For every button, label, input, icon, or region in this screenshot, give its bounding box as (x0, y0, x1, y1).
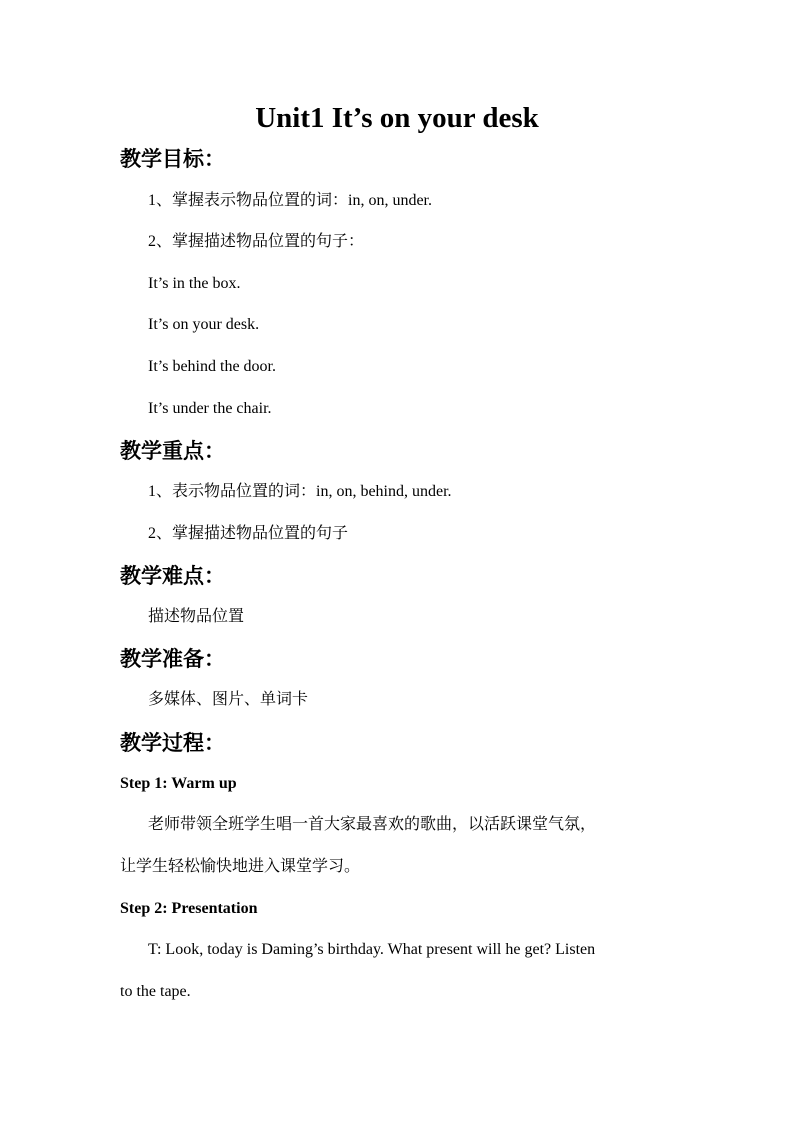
step-2-text-line: to the tape. (120, 983, 191, 1000)
goal-sentence: It’s behind the door. (148, 358, 276, 375)
goal-item: 2、掌握描述物品位置的句子： (148, 233, 365, 250)
section-heading-goals: 教学目标： (120, 147, 225, 171)
preparation-item: 多媒体、图片、单词卡 (148, 691, 309, 708)
step-1-text-line: 让学生轻松愉快地进入课堂学习。 (120, 858, 361, 875)
key-point-item: 1、表示物品位置的词：in, on, behind, under. (148, 483, 452, 500)
difficulty-item: 描述物品位置 (148, 608, 245, 625)
document-title: Unit1 It’s on your desk (255, 102, 539, 134)
step-2-text-line: T: Look, today is Daming’s birthday. What present will he get? Listen (148, 941, 596, 958)
section-heading-difficulties: 教学难点： (120, 564, 225, 588)
section-heading-process: 教学过程： (120, 731, 225, 755)
goal-sentence: It’s on your desk. (148, 316, 260, 333)
goal-sentence: It’s under the chair. (148, 400, 272, 417)
goal-sentence: It’s in the box. (148, 275, 241, 292)
section-heading-preparation: 教学准备： (120, 647, 225, 671)
goal-item: 1、掌握表示物品位置的词：in, on, under. (148, 192, 432, 209)
key-point-item: 2、掌握描述物品位置的句子 (148, 525, 349, 542)
step-2-label: Step 2: Presentation (120, 900, 258, 917)
step-1-text-line: 老师带领全班学生唱一首大家最喜欢的歌曲，以活跃课堂气氛， (148, 816, 597, 833)
section-heading-key-points: 教学重点： (120, 439, 225, 463)
step-1-label: Step 1: Warm up (120, 775, 237, 792)
